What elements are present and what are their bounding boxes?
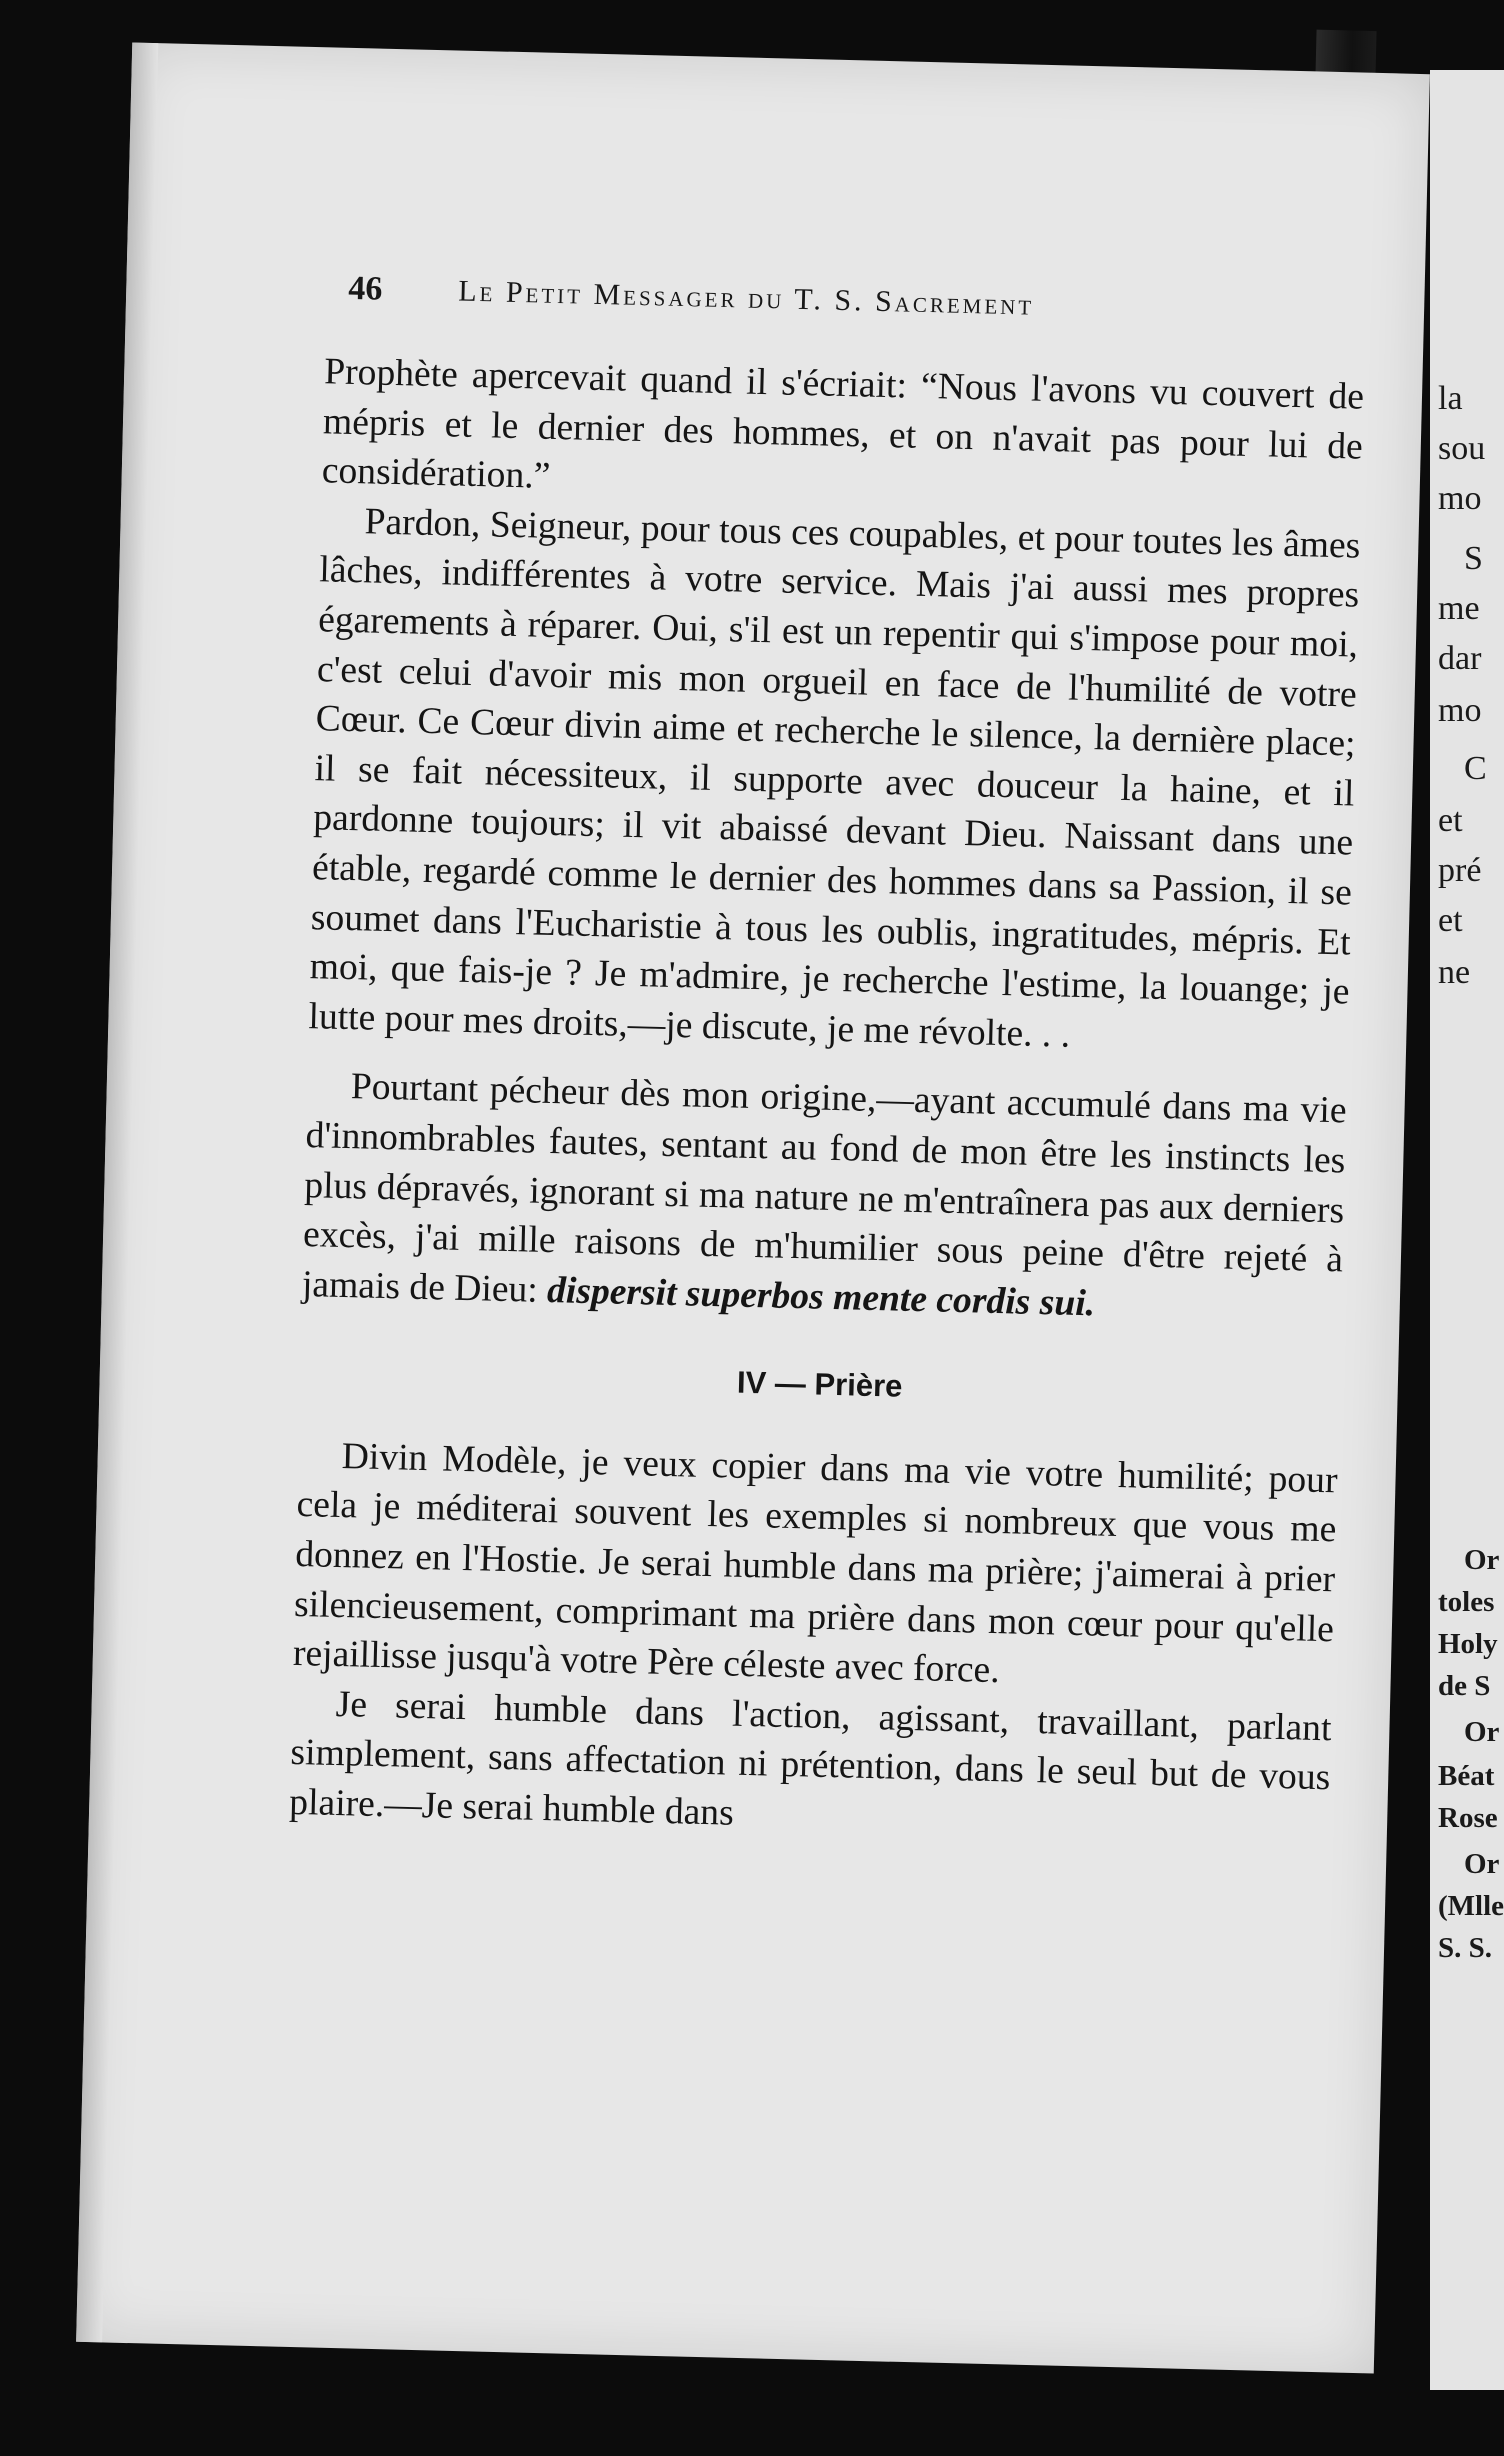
facing-fragment: me (1438, 590, 1480, 627)
paragraph-text: Pourtant pécheur dès mon origine,—ayant accumulé dans ma vie d'innombrables fautes, sentant au fond de mon être les instincts les plus dépravés, ignorant si ma nature ne m'entraînera pas aux derniers excès, j'ai mille raisons de m'humilier sous peine d'être rejeté à jamais de Dieu: (301, 1066, 1348, 1311)
facing-fragment: Or (1464, 1544, 1500, 1576)
facing-fragment: ne (1438, 954, 1471, 991)
page-body (289, 347, 1365, 1853)
facing-fragment: dar (1438, 640, 1482, 677)
facing-fragment: Or (1464, 1848, 1500, 1880)
paragraph: Je serai humble dans l'action, agissant, travaillant, parlant simplement, sans affectation ni prétention, dans le seul but de vous plaire.—Je serai humble dans (288, 1683, 1332, 1834)
facing-fragment: pré (1438, 852, 1482, 889)
facing-fragment: de S (1438, 1670, 1491, 1702)
facing-fragment: Holy (1438, 1628, 1498, 1660)
facing-fragment: Or (1464, 1716, 1500, 1748)
facing-fragment: mo (1438, 692, 1482, 729)
facing-fragment: C (1464, 750, 1487, 787)
facing-fragment: Béat (1438, 1760, 1495, 1792)
facing-fragment: toles (1438, 1586, 1495, 1618)
paragraph (301, 1061, 1347, 1334)
section-heading: IV — Prière (736, 1364, 903, 1404)
facing-fragment: et (1438, 902, 1463, 939)
paragraph: Pardon, Seigneur, pour tous ces coupables, et pour toutes les âmes lâches, indifférentes à votre service. Mais j'ai aussi mes propres égarements à réparer. Oui, s'il est un repentir qui s'impose pour moi, c'est celui d'avoir mis mon orgueil en face de l'humilité de votre Cœur. Ce Cœur divin aime et recherche le silence, la dernière place; il se fait nécessiteux, il supporte avec douceur la haine, et il pardonne toujours; il vit abaissé devant Dieu. Naissant dans une étable, regardé comme le dernier des hommes dans sa Passion, il se soumet dans l'Eucharistie à tous les oublis, ingratitudes, mépris. Et moi, que fais-je ? Je m'admire, je recherche l'estime, la louange; je lutte pour mes droits,—je discute, je me révolte. . . (308, 501, 1361, 1056)
facing-fragment: Rose (1438, 1802, 1498, 1834)
page-number: 46 (347, 269, 383, 308)
latin-quote: dispersit superbos mente cordis sui. (546, 1269, 1096, 1325)
facing-page-edge (1430, 70, 1504, 2390)
facing-fragment: S. S. (1438, 1932, 1493, 1964)
facing-fragment: et (1438, 802, 1463, 839)
facing-fragment: mo (1438, 480, 1482, 517)
facing-fragment: (Mlle (1438, 1890, 1504, 1922)
paragraph: Divin Modèle, je veux copier dans ma vie votre humilité; pour cela je méditerai souvent les exemples si nombreux que vous me donnez en l'Hostie. Je serai humble dans ma prière; j'aimerai à prier silencieusement, comprimant ma prière dans mon cœur pour qu'elle rejaillisse jusqu'à votre Père céleste avec force. (292, 1435, 1339, 1692)
facing-fragment: S (1464, 540, 1483, 577)
facing-fragment: la (1438, 380, 1463, 417)
book-page (76, 42, 1430, 2373)
running-title: Le Petit Messager du T. S. Sacrement (457, 274, 1035, 322)
facing-fragment: sou (1438, 430, 1486, 467)
paragraph: Prophète apercevait quand il s'écriait: “Nous l'avons vu couvert de mépris et le dernier des hommes, et on n'avait pas pour lui de considération.” (321, 351, 1365, 498)
page-header (347, 270, 1358, 355)
